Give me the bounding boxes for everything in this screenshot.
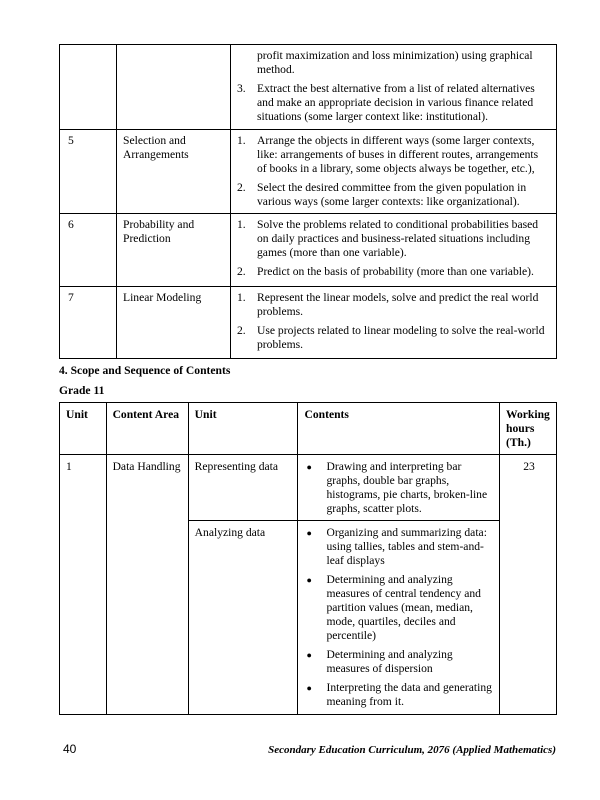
table-row [60, 45, 557, 130]
subunit-name: Analyzing data [188, 521, 298, 715]
list-item: 1. Represent the linear models, solve and predict the real world problems. [237, 291, 539, 318]
row-number: 7 [60, 287, 117, 359]
row-number: 6 [60, 214, 117, 287]
table-row [60, 130, 557, 214]
footer-title: Secondary Education Curriculum, 2076 (Applied Mathematics) [268, 744, 556, 756]
row-number: 5 [60, 130, 117, 214]
list-item: ● Drawing and interpreting bar graphs, double bar graphs, histograms, pie charts, broken-line graphs, scatter plots. [306, 460, 488, 515]
list-item: profit maximization and loss minimization) using graphical method. [257, 49, 533, 76]
list-item: ● Organizing and summarizing data: using tallies, tables and stem-and-leaf displays [306, 526, 487, 567]
header-working-hours: Working hours (Th.) [500, 403, 557, 455]
row-number [60, 45, 117, 130]
unit-number: 1 [60, 455, 107, 715]
list-item: 1. Solve the problems related to conditional probabilities based on daily practices and business-related situations including games (more than one variable). [237, 218, 539, 259]
grade-heading: Grade 11 [59, 384, 105, 397]
contents-list [304, 460, 495, 516]
content-area: Selection and Arrangements [117, 130, 231, 214]
competency-list [237, 49, 548, 124]
list-item: ● Interpreting the data and generating meaning from it. [306, 681, 492, 708]
competency-table [59, 44, 557, 359]
list-item: 1. Arrange the objects in different ways (some larger contexts, like: arrangements of buses in different routes, arrangements of books in a library, some objects always be together, etc.), [237, 134, 539, 175]
list-item: ● Determining and analyzing measures of central tendency and partition values (mean, median, mode, quartiles, deciles and percentile) [306, 573, 481, 642]
competency-list [237, 218, 548, 279]
header-content-area: Content Area [106, 403, 188, 455]
section-heading: 4. Scope and Sequence of Contents [59, 364, 231, 377]
list-item: 3. Extract the best alternative from a list of related alternatives and make an appropriate decision in various finance related situations (some larger context like: institutional). [237, 82, 535, 123]
list-item: 2. Predict on the basis of probability (more than one variable). [237, 265, 534, 278]
scope-table [59, 402, 557, 715]
bullet-icon: ● [306, 575, 312, 585]
list-item: 2. Select the desired committee from the given population in various ways (some larger contexts: like organizational). [237, 181, 527, 208]
content-area: Probability and Prediction [117, 214, 231, 287]
contents-list [304, 526, 495, 709]
subunit-name: Representing data [188, 455, 298, 521]
page-number: 40 [63, 742, 77, 756]
bullet-icon: ● [306, 528, 312, 538]
bullet-icon: ● [306, 462, 312, 472]
header-unit-name: Unit [188, 403, 298, 455]
header-unit: Unit [60, 403, 107, 455]
competency-list [237, 134, 548, 209]
header-contents: Contents [298, 403, 500, 455]
table-row [60, 455, 557, 521]
table-row [60, 214, 557, 287]
bullet-icon: ● [306, 683, 312, 693]
content-area: Linear Modeling [117, 287, 231, 359]
table-row [60, 287, 557, 359]
competency-list [237, 291, 548, 352]
header-row [60, 403, 557, 455]
bullet-icon: ● [306, 650, 312, 660]
list-item: 2. Use projects related to linear modeling to solve the real-world problems. [237, 324, 545, 351]
list-item: ● Determining and analyzing measures of dispersion [306, 648, 453, 675]
working-hours: 23 [500, 455, 557, 715]
content-area: Data Handling [106, 455, 188, 715]
content-area [117, 45, 231, 130]
